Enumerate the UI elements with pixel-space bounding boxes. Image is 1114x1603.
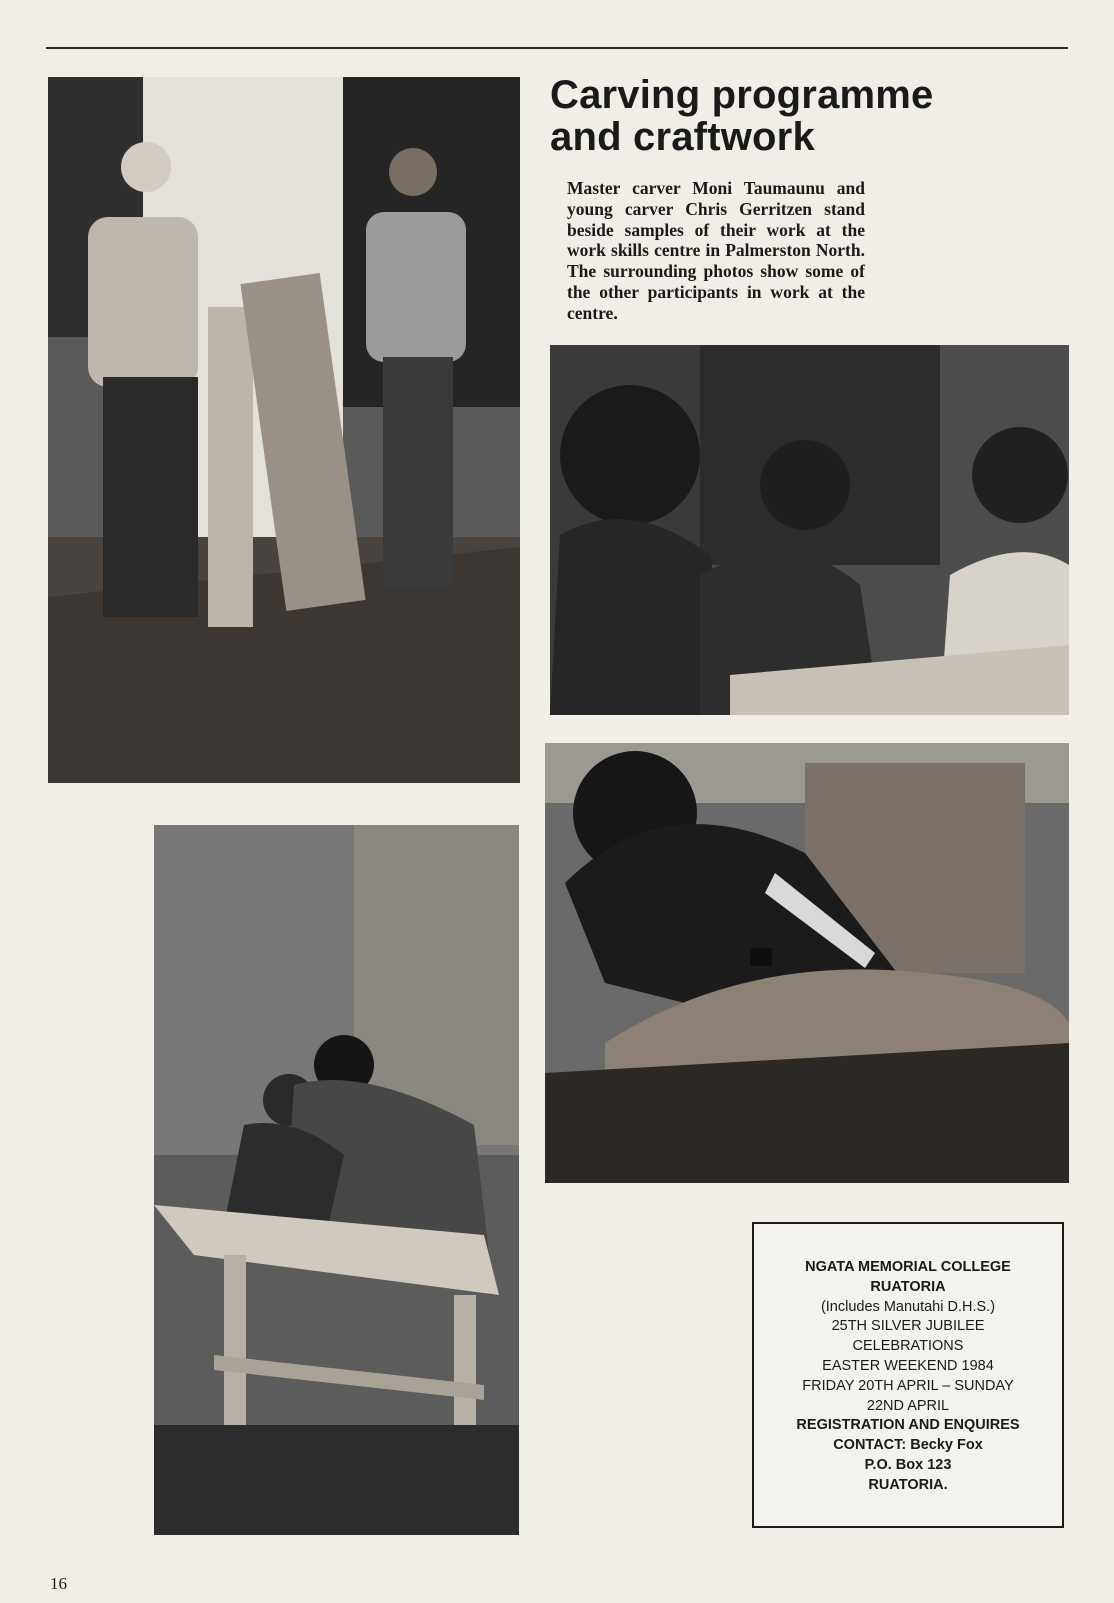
page-number: 16	[50, 1574, 67, 1593]
photo-two-youths-at-workbench	[154, 825, 519, 1535]
notice-line-pobox: P.O. Box 123	[864, 1456, 952, 1473]
jubilee-notice-box	[752, 1222, 1064, 1528]
photo-master-carver-and-young-carver	[48, 77, 520, 783]
notice-line-includes: (Includes Manutahi D.H.S.)	[820, 1298, 996, 1315]
article-caption: Master carver Moni Taumaunu and young carver Chris Gerritzen stand beside samples of their work at the work skills centre in Palmerston North. The surrounding photos show some of the other participants in work at the centre.	[567, 178, 865, 323]
photo-carver-working-on-slab	[545, 743, 1069, 1183]
notice-line-registration: REGISTRATION AND ENQUIRES	[796, 1417, 1020, 1434]
notice-line-easter: EASTER WEEKEND 1984	[822, 1357, 994, 1374]
notice-line-contact: CONTACT: Becky Fox	[833, 1437, 983, 1454]
notice-line-college: NGATA MEMORIAL COLLEGE	[805, 1259, 1011, 1275]
notice-line-jubilee: 25TH SILVER JUBILEE	[831, 1318, 985, 1335]
article-headline	[550, 74, 1050, 158]
notice-line-town: RUATORIA.	[868, 1476, 948, 1493]
notice-line-dates-2: 22ND APRIL	[866, 1397, 950, 1414]
notice-line-celebrations: CELEBRATIONS	[852, 1338, 964, 1355]
headline-line-2: and craftwork	[550, 115, 815, 159]
notice-line-ruatoria: RUATORIA	[870, 1278, 946, 1295]
notice-line-dates-1: FRIDAY 20TH APRIL – SUNDAY	[802, 1377, 1014, 1394]
headline-line-1: Carving programme	[550, 73, 934, 117]
top-rule	[46, 47, 1068, 49]
photo-participants-at-table	[550, 345, 1069, 715]
